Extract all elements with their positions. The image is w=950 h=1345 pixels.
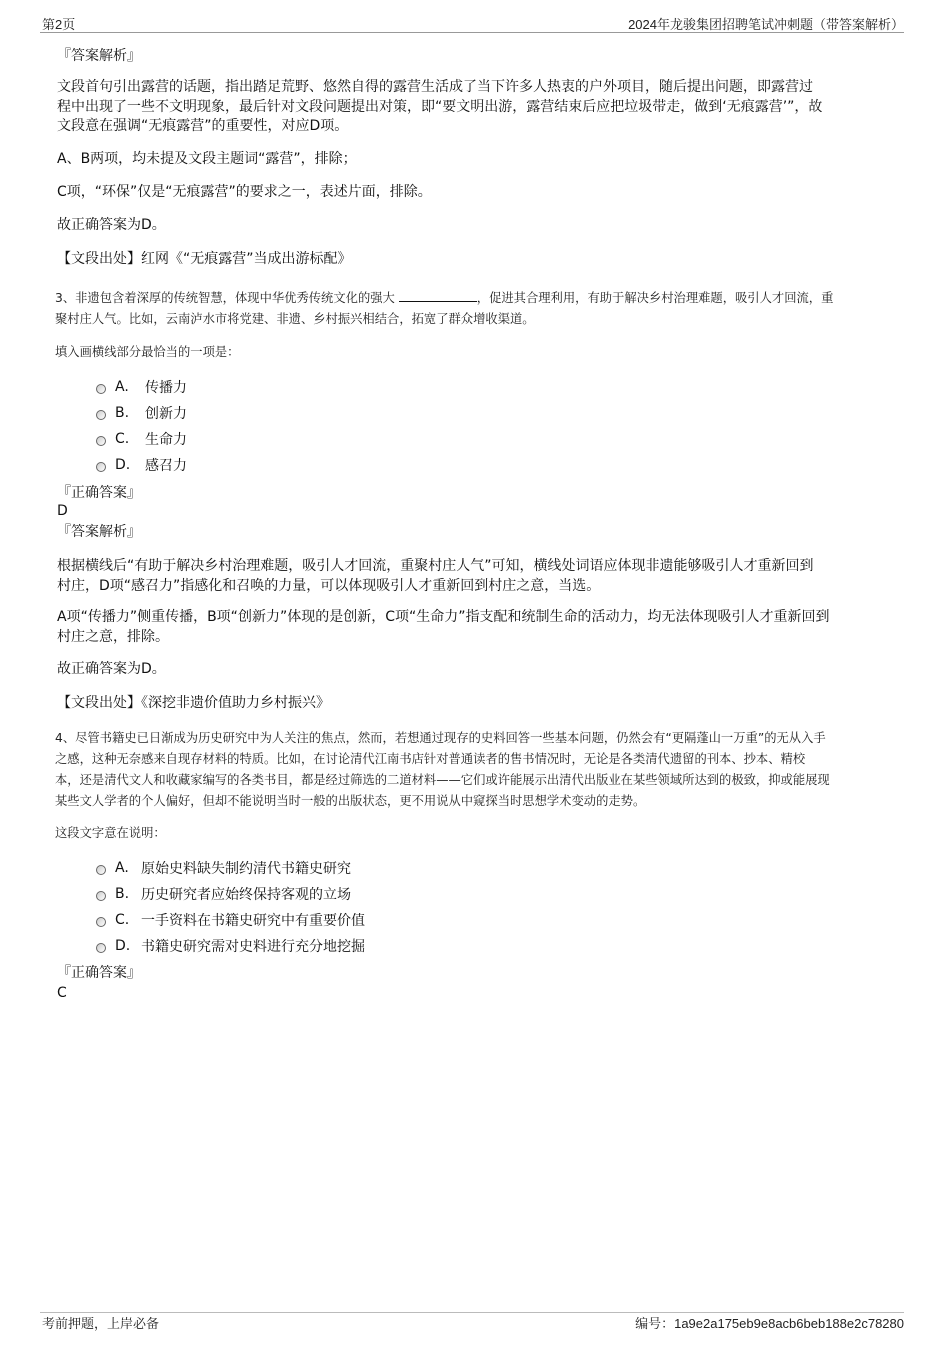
analysis-label: 『答案解析』 xyxy=(57,524,141,540)
answer-value: C xyxy=(57,985,67,1001)
radio-icon[interactable] xyxy=(96,891,106,901)
radio-icon[interactable] xyxy=(96,917,106,927)
text-line: 村庄之意，排除。 xyxy=(57,628,169,645)
text-line: 4、尽管书籍史已日渐成为历史研究中为人关注的焦点，然而，若想通过现存的史料回答一些基本问题，仍然会有“更隔蓬山一万重”的无从入手 xyxy=(55,731,826,745)
analysis-paragraph: A、B两项，均未提及文段主题词“露营”，排除； xyxy=(57,151,357,167)
option-letter: B. xyxy=(115,405,130,421)
option-text: 创新力 xyxy=(145,406,187,422)
option-text: 书籍史研究需对史料进行充分地挖掘 xyxy=(141,939,365,955)
conclusion: 故正确答案为D。 xyxy=(57,217,166,233)
question-4-stem xyxy=(55,728,905,812)
radio-icon[interactable] xyxy=(96,410,106,420)
text-line: A项“传播力”侧重传播，B项“创新力”体现的是创新，C项“生命力”指支配和统制生命的活动力，均无法体现吸引人才重新回到 xyxy=(57,609,830,625)
question-3-stem xyxy=(55,288,905,330)
footer-slogan: 考前押题，上岸必备 xyxy=(42,1316,160,1331)
option-letter: A. xyxy=(115,860,129,876)
text-line: 3、非遗包含着深厚的传统智慧，体现中华优秀传统文化的强大 xyxy=(55,291,395,305)
text-line: 之感，这种无奈感来自现存材料的特质。比如，在讨论清代江南书店针对普通读者的售书情况时，无论是各类清代遗留的刊本、抄本、精校 xyxy=(55,752,806,766)
option-a[interactable] xyxy=(96,377,187,397)
option-letter: C. xyxy=(115,431,130,447)
option-letter: C. xyxy=(115,912,130,928)
option-text: 原始史料缺失制约清代书籍史研究 xyxy=(141,861,351,877)
text-line: 聚村庄人气。比如，云南泸水市将党建、非遗、乡村振兴相结合，拓宽了群众增收渠道。 xyxy=(55,312,535,326)
radio-icon[interactable] xyxy=(96,943,106,953)
option-c[interactable] xyxy=(96,910,365,930)
option-d[interactable] xyxy=(96,455,187,475)
analysis-label: 『答案解析』 xyxy=(57,48,141,64)
radio-icon[interactable] xyxy=(96,462,106,472)
option-text: 一手资料在书籍史研究中有重要价值 xyxy=(141,913,365,929)
analysis-paragraph xyxy=(57,78,897,137)
option-text: 生命力 xyxy=(145,432,187,448)
option-d[interactable] xyxy=(96,936,365,956)
source: 【文段出处】红网《“无痕露营”当成出游标配》 xyxy=(57,251,352,267)
text-line: 某些文人学者的个人偏好，但却不能说明当时一般的出版状态，更不用说从中窥探当时思想学术变动的走势。 xyxy=(55,794,646,808)
answer-label: 『正确答案』 xyxy=(57,485,141,501)
document-title: 2024年龙骏集团招聘笔试冲刺题（带答案解析） xyxy=(628,17,904,32)
option-text: 历史研究者应始终保持客观的立场 xyxy=(141,887,351,903)
radio-icon[interactable] xyxy=(96,384,106,394)
option-text: 感召力 xyxy=(145,458,187,474)
option-b[interactable] xyxy=(96,403,187,423)
radio-icon[interactable] xyxy=(96,865,106,875)
option-letter: B. xyxy=(115,886,130,902)
blank-line xyxy=(399,289,477,302)
text-line: 文段首句引出露营的话题，指出踏足荒野、悠然自得的露营生活成了当下许多人热衷的户外项目，随后提出问题，即露营过 xyxy=(57,79,813,95)
analysis-paragraph xyxy=(57,608,897,647)
conclusion: 故正确答案为D。 xyxy=(57,661,166,677)
page-number: 第2页 xyxy=(42,17,76,32)
text-line: ，促进其合理利用，有助于解决乡村治理难题，吸引人才回流，重 xyxy=(476,291,834,305)
document-id: 编号：1a9e2a175eb9e8acb6beb188e2c78280 xyxy=(635,1316,904,1331)
text-line: 文段意在强调“无痕露营”的重要性，对应D项。 xyxy=(57,118,349,134)
text-line: 村庄，D项“感召力”指感化和召唤的力量，可以体现吸引人才重新回到村庄之意，当选。 xyxy=(57,577,601,594)
text-line: 根据横线后“有助于解决乡村治理难题，吸引人才回流，重聚村庄人气”可知，横线处词语应体现非遗能够吸引人才重新回到 xyxy=(57,558,814,574)
text-line: 本，还是清代文人和收藏家编写的各类书目，都是经过筛选的二道材料——它们或许能展示出清代出版业在某些领域所达到的极致，抑或能展现 xyxy=(55,773,830,787)
answer-value: D xyxy=(57,503,68,519)
answer-label: 『正确答案』 xyxy=(57,965,141,981)
analysis-paragraph: C项，“环保”仅是“无痕露营”的要求之一，表述片面，排除。 xyxy=(57,184,432,200)
option-b[interactable] xyxy=(96,884,351,904)
header-divider xyxy=(40,32,904,33)
source: 【文段出处】《深挖非遗价值助力乡村振兴》 xyxy=(57,695,330,711)
option-letter: A. xyxy=(115,379,129,395)
question-prompt: 这段文字意在说明： xyxy=(55,826,166,840)
option-c[interactable] xyxy=(96,429,187,449)
option-a[interactable] xyxy=(96,858,351,878)
question-prompt: 填入画横线部分最恰当的一项是： xyxy=(55,345,240,359)
analysis-paragraph xyxy=(57,557,897,596)
radio-icon[interactable] xyxy=(96,436,106,446)
text-line: 程中出现了一些不文明现象，最后针对文段问题提出对策，即“要文明出游，露营结束后应把垃圾带走，做到‘无痕露营’”，故 xyxy=(57,98,823,115)
option-letter: D. xyxy=(115,938,131,954)
option-text: 传播力 xyxy=(145,380,187,396)
option-letter: D. xyxy=(115,457,131,473)
